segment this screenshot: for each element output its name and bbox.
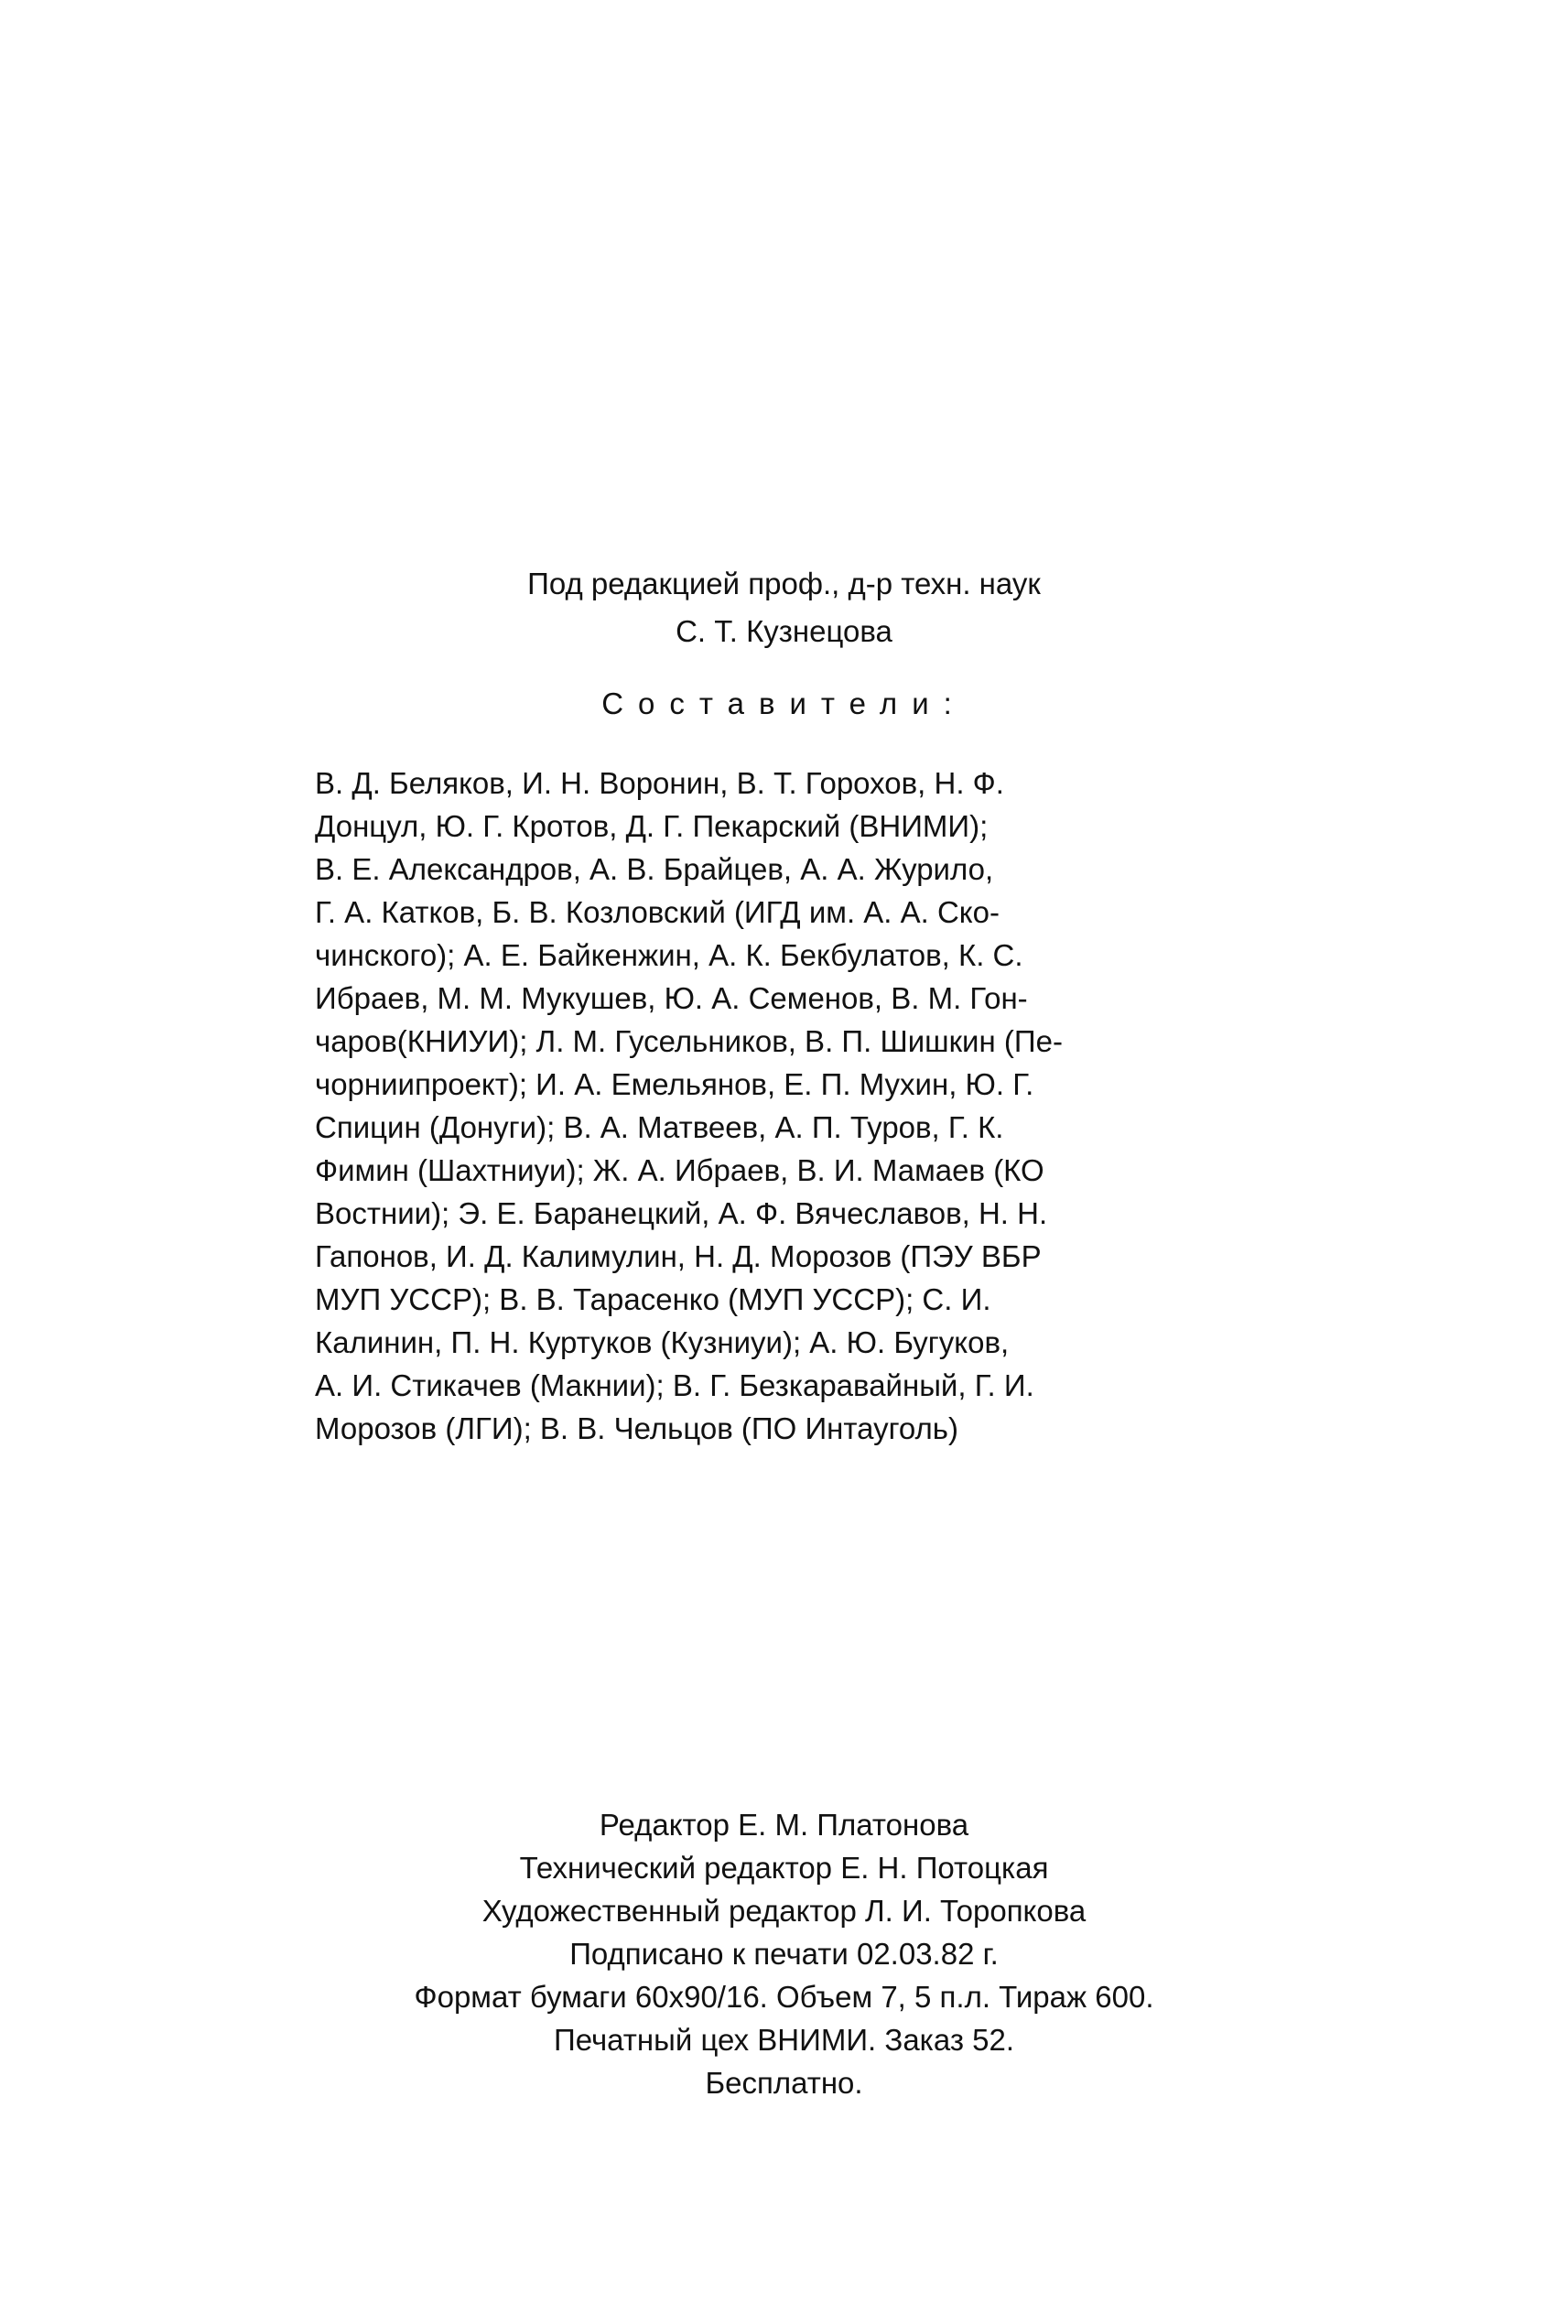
compilers-line: Донцул, Ю. Г. Кротов, Д. Г. Пекарский (ВНИМИ);: [315, 809, 989, 843]
imprint-signed-date: Подписано к печати 02.03.82 г.: [569, 1937, 999, 1971]
editor-name: С. Т. Кузнецова: [676, 614, 892, 648]
imprint-editor: Редактор Е. М. Платонова: [599, 1808, 969, 1842]
compilers-line: МУП УССР); В. В. Тарасенко (МУП УССР); С. И.: [315, 1282, 991, 1316]
compilers-line: Спицин (Донуги); В. А. Матвеев, А. П. Туров, Г. К.: [315, 1110, 1004, 1144]
imprint-tech-editor: Технический редактор Е. Н. Потоцкая: [519, 1851, 1049, 1885]
imprint-price: Бесплатно.: [705, 2066, 863, 2100]
compilers-line: Морозов (ЛГИ); В. В. Чельцов (ПО Интауголь): [315, 1411, 958, 1445]
compilers-line: чинского); А. Е. Байкенжин, А. К. Бекбулатов, К. С.: [315, 938, 1023, 972]
editor-credit: [0, 560, 1568, 655]
compilers-line: В. Е. Александров, А. В. Брайцев, А. А. Журило,: [315, 852, 994, 886]
editor-credit-title: Под редакцией проф., д-р техн. наук: [527, 567, 1041, 600]
imprint-print-shop: Печатный цех ВНИМИ. Заказ 52.: [554, 2023, 1014, 2057]
compilers-line: чорниипроект); И. А. Емельянов, Е. П. Мухин, Ю. Г.: [315, 1067, 1034, 1101]
compilers-line: чаров(КНИУИ); Л. М. Гусельников, В. П. Шишкин (Пе-: [315, 1024, 1063, 1058]
compilers-line: А. И. Стикачев (Макнии); В. Г. Безкаравайный, Г. И.: [315, 1368, 1034, 1402]
imprint-format: Формат бумаги 60х90/16. Объем 7, 5 п.л. Тираж 600.: [414, 1980, 1154, 2014]
compilers-line: Г. А. Катков, Б. В. Козловский (ИГД им. А. А. Ско-: [315, 895, 1000, 929]
compilers-line: Калинин, П. Н. Куртуков (Кузниуи); А. Ю. Бугуков,: [315, 1325, 1010, 1359]
compilers-list: [315, 762, 1285, 1450]
compilers-line: Ибраев, М. М. Мукушев, Ю. А. Семенов, В. М. Гон-: [315, 981, 1028, 1015]
compilers-line: Гапонов, И. Д. Калимулин, Н. Д. Морозов (ПЭУ ВБР: [315, 1239, 1042, 1273]
compilers-heading: Составители:: [601, 686, 967, 720]
compilers-line: Востнии); Э. Е. Баранецкий, А. Ф. Вячеславов, Н. Н.: [315, 1196, 1048, 1230]
imprint-art-editor: Художественный редактор Л. И. Торопкова: [481, 1894, 1087, 1928]
imprint-block: [0, 1803, 1568, 2104]
compilers-line: В. Д. Беляков, И. Н. Воронин, В. Т. Горохов, Н. Ф.: [315, 766, 1004, 800]
compilers-line: Фимин (Шахтниуи); Ж. А. Ибраев, В. И. Мамаев (КО: [315, 1153, 1044, 1187]
